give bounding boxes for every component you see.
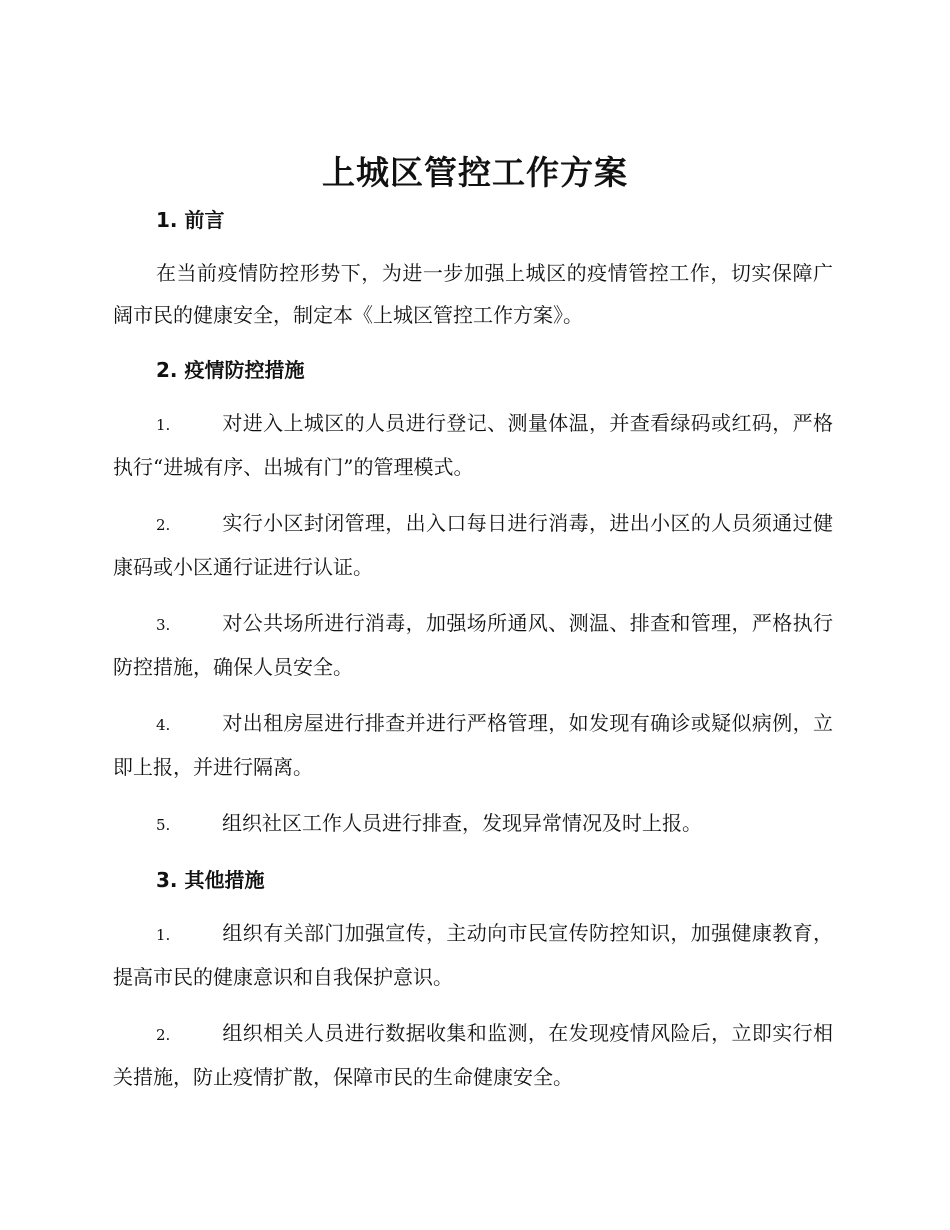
list-item-number: 3. <box>156 616 171 634</box>
section-heading: 1. 前言 <box>156 208 225 232</box>
list-item-text: 组织有关部门加强宣传，主动向市民宣传防控知识，加强健康教育，提高市民的健康意识和自我保护意识。 <box>113 921 833 989</box>
list-item <box>113 702 833 788</box>
list-item <box>113 502 833 588</box>
list-item-number: 2. <box>156 1026 171 1044</box>
list-item-text: 组织社区工作人员进行排查，发现异常情况及时上报。 <box>222 811 702 835</box>
list-item-text: 实行小区封闭管理，出入口每日进行消毒，进出小区的人员须通过健康码或小区通行证进行认证。 <box>113 511 833 579</box>
list-item <box>113 402 833 488</box>
list-item <box>113 602 833 688</box>
list-item-text: 组织相关人员进行数据收集和监测，在发现疫情风险后，立即实行相关措施，防止疫情扩散，保障市民的生命健康安全。 <box>113 1021 833 1089</box>
section-preface <box>113 200 833 336</box>
list-item-number: 4. <box>156 716 171 734</box>
section-heading: 2. 疫情防控措施 <box>156 358 305 382</box>
list-item-text: 对公共场所进行消毒，加强场所通风、测温、排查和管理，严格执行防控措施，确保人员安全。 <box>113 611 833 679</box>
list-item-text: 对出租房屋进行排查并进行严格管理，如发现有确诊或疑似病例，立即上报，并进行隔离。 <box>113 711 833 779</box>
section-heading: 3. 其他措施 <box>156 868 265 892</box>
document-title: 上城区管控工作方案 <box>322 153 628 192</box>
section-prevention-measures <box>113 350 833 846</box>
section-other-measures <box>113 860 833 1098</box>
list-item-number: 1. <box>156 926 171 944</box>
list-item <box>113 1012 833 1098</box>
list-item-text: 对进入上城区的人员进行登记、测量体温，并查看绿码或红码，严格执行“进城有序、出城有门”的管理模式。 <box>113 411 833 479</box>
document-body <box>113 200 833 1112</box>
list-item <box>113 912 833 998</box>
list-item-number: 5. <box>156 816 171 834</box>
list-item-number: 2. <box>156 516 171 534</box>
list-item-number: 1. <box>156 416 171 434</box>
list-item <box>113 802 833 846</box>
paragraph: 在当前疫情防控形势下，为进一步加强上城区的疫情管控工作，切实保障广阔市民的健康安全，制定本《上城区管控工作方案》。 <box>113 261 833 327</box>
